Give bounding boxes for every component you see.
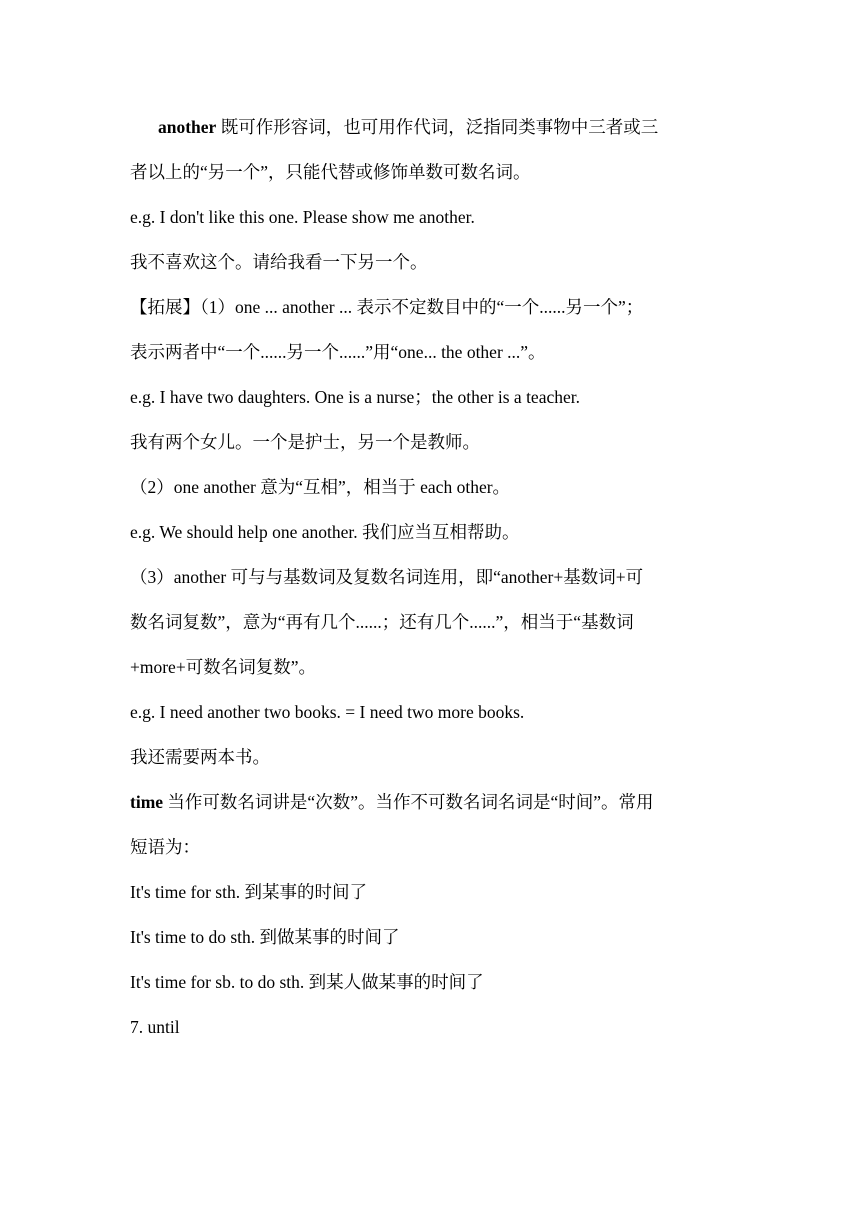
example-translation: 我还需要两本书。 — [130, 747, 270, 767]
paragraph-another-line-2: 者以上的“另一个”，只能代替或修饰单数可数名词。 — [130, 162, 531, 182]
line-text: 既可作形容词，也可用作代词，泛指同类事物中三者或三 — [216, 117, 659, 137]
example-translation: 我有两个女儿。一个是护士，另一个是教师。 — [130, 432, 480, 452]
example-sentence: e.g. We should help one another. 我们应当互相帮助。 — [130, 522, 520, 542]
line-text: 当作可数名词讲是“次数”。当作不可数名词名词是“时间”。常用 — [163, 792, 654, 812]
paragraph-another-line-1 — [158, 116, 748, 138]
paragraph-time-line-2: 短语为： — [130, 837, 200, 857]
example-translation: 我不喜欢这个。请给我看一下另一个。 — [130, 252, 428, 272]
section-heading-until: 7. until — [130, 1017, 180, 1037]
paragraph-time-line-1 — [130, 791, 740, 813]
extension-item-3-line-2: 数名词复数”，意为“再有几个......；还有几个......”，相当于“基数词 — [130, 612, 634, 632]
phrase-item: It's time to do sth. 到做某事的时间了 — [130, 927, 400, 947]
example-sentence: e.g. I don't like this one. Please show me another. — [130, 207, 475, 227]
extension-heading: 【拓展】（1）one ... another ... 表示不定数目中的“一个......另一个”； — [130, 297, 644, 317]
phrase-item: It's time for sth. 到某事的时间了 — [130, 882, 367, 902]
example-sentence: e.g. I need another two books. = I need two more books. — [130, 702, 525, 722]
keyword-another: another — [158, 117, 217, 137]
extension-item-3-line-1: （3）another 可与与基数词及复数名词连用，即“another+基数词+可 — [130, 567, 644, 587]
extension-item-3-line-3: +more+可数名词复数”。 — [130, 657, 316, 677]
phrase-item: It's time for sb. to do sth. 到某人做某事的时间了 — [130, 972, 484, 992]
extension-item-2: （2）one another 意为“互相”，相当于 each other。 — [130, 477, 511, 497]
extension-line: 表示两者中“一个......另一个......”用“one... the other ...”。 — [130, 342, 546, 362]
keyword-time: time — [130, 792, 164, 812]
example-sentence: e.g. I have two daughters. One is a nurse；the other is a teacher. — [130, 387, 580, 407]
